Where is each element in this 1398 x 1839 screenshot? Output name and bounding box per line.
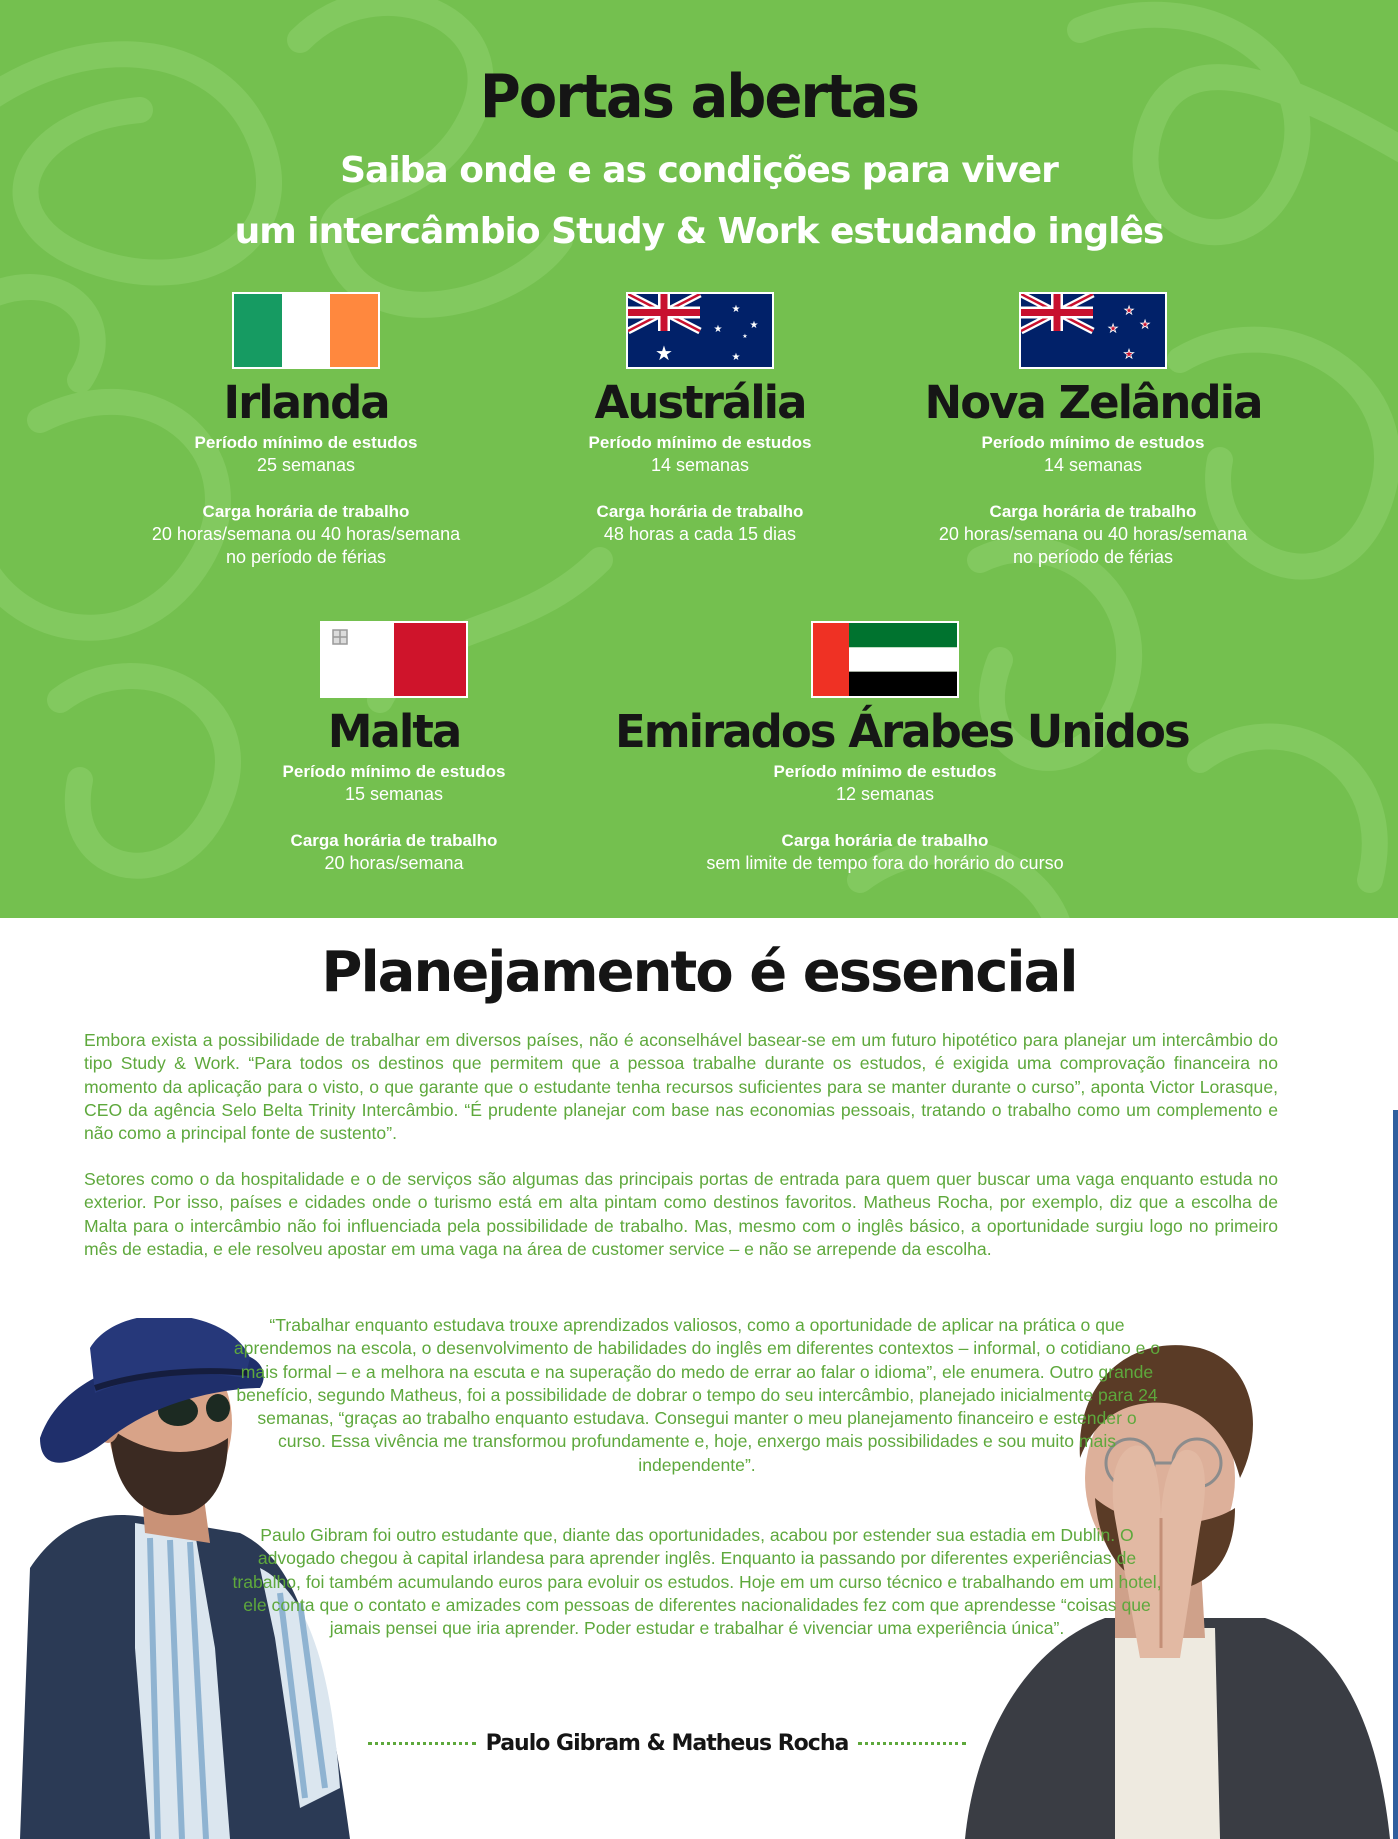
uae-flag-icon	[811, 621, 959, 698]
work-hours-value: 20 horas/semana ou 40 horas/semana	[938, 524, 1248, 544]
country-name: Emirados Árabes Unidos	[615, 705, 1189, 758]
svg-text:★: ★	[731, 304, 741, 315]
ireland-flag-icon	[232, 292, 380, 369]
dotted-divider-right	[858, 1742, 966, 1745]
subtitle-line-2: um intercâmbio Study & Work estudando inglês	[234, 211, 1164, 252]
work-hours-label: Carga horária de trabalho	[202, 502, 410, 521]
subtitle-line-1: Saiba onde e as condições para viver	[340, 150, 1058, 191]
new-zealand-flag-icon	[1019, 292, 1167, 369]
country-name: Irlanda	[223, 376, 389, 429]
country-card-malta	[222, 621, 566, 875]
country-card-australia	[504, 292, 896, 546]
signature-names: Paulo Gibram & Matheus Rocha	[485, 1731, 849, 1756]
min-study-value: 25 semanas	[256, 455, 356, 475]
svg-text:★: ★	[1123, 347, 1135, 361]
work-hours-value-2: no período de férias	[1012, 547, 1174, 567]
destinations-section	[0, 0, 1398, 918]
country-card-new-zealand	[888, 292, 1298, 569]
australia-flag-icon	[626, 292, 774, 369]
work-hours-label: Carga horária de trabalho	[989, 502, 1197, 521]
dotted-divider-left	[368, 1742, 476, 1745]
min-study-label: Período mínimo de estudos	[588, 433, 812, 452]
min-study-label: Período mínimo de estudos	[194, 433, 418, 452]
work-hours-value: 20 horas/semana ou 40 horas/semana	[151, 524, 461, 544]
work-hours-value: 48 horas a cada 15 dias	[603, 524, 797, 544]
min-study-value: 14 semanas	[650, 455, 750, 475]
min-study-value: 12 semanas	[835, 784, 935, 804]
country-card-uae	[615, 621, 1189, 875]
work-hours-value-2: no período de férias	[225, 547, 387, 567]
svg-text:★: ★	[731, 352, 741, 363]
svg-text:★: ★	[1124, 304, 1134, 317]
min-study-label: Período mínimo de estudos	[981, 433, 1205, 452]
country-name: Malta	[327, 705, 461, 758]
malta-flag-icon	[320, 621, 468, 698]
svg-text:★: ★	[1140, 318, 1150, 331]
section-title: Planejamento é essencial	[321, 940, 1077, 1005]
work-hours-label: Carga horária de trabalho	[290, 831, 498, 850]
country-card-ireland	[110, 292, 502, 569]
svg-text:★: ★	[713, 324, 723, 335]
min-study-value: 15 semanas	[344, 784, 444, 804]
article-paragraph-2: Setores como o da hospitalidade e o de serviços são algumas das principais portas de entrada para quem quer buscar uma vaga enquanto estuda no exterior. Por isso, países e cidades onde o turismo está em alta pintam como destinos favoritos. Matheus Rocha, por exemplo, diz que a escolha de Malta para o intercâmbio não foi influenciada pela possibilidade de trabalho. Mas, mesmo com o inglês básico, a oportunidade surgiu logo no primeiro mês de estadia, e ele resolveu apostar em uma vaga na área de customer service – e não se arrepende da escolha.	[84, 1169, 1278, 1259]
work-hours-label: Carga horária de trabalho	[781, 831, 989, 850]
article-paragraph-1: Embora exista a possibilidade de trabalhar em diversos países, não é aconselhável basear-se em um futuro hipotético para planejar um intercâmbio do tipo Study & Work. “Para todos os destinos que permitem que a pessoa trabalhe durante os estudos, é exigida uma comprovação financeira no momento da aplicação para o visto, o que garante que o estudante tenha recursos suficientes para se manter durante o curso”, aponta Victor Lorasque, CEO da agência Selo Belta Trinity Intercâmbio. “É prudente planejar com base nas economias pessoais, tratando o trabalho como um complemento e não como a principal fonte de sustento”.	[84, 1030, 1278, 1144]
svg-text:★: ★	[655, 341, 673, 365]
signature-line	[368, 1731, 966, 1756]
country-name: Austrália	[594, 376, 806, 429]
work-hours-value: sem limite de tempo fora do horário do curso	[706, 853, 1064, 873]
svg-text:★: ★	[749, 320, 759, 331]
page-title: Portas abertas	[479, 62, 919, 132]
svg-text:★: ★	[742, 333, 748, 340]
min-study-label: Período mínimo de estudos	[282, 762, 506, 781]
country-name: Nova Zelândia	[924, 376, 1262, 429]
svg-text:★: ★	[1108, 322, 1118, 335]
quote-paulo: Paulo Gibram foi outro estudante que, diante das oportunidades, acabou por estender sua estadia em Dublin. O advogado chegou à capital irlandesa para aprender inglês. Enquanto ia passando por diferentes experiências de trabalho, foi também acumulando euros para evoluir os estudos. Hoje em um curso técnico e trabalhando em um hotel, ele conta que o contato e amizades com pessoas de diferentes nacionalidades fez com que aprendesse “coisas que jamais pensei que iria aprender. Poder estudar e trabalhar é vivenciar uma experiência única”.	[232, 1525, 1162, 1639]
min-study-label: Período mínimo de estudos	[773, 762, 997, 781]
min-study-value: 14 semanas	[1043, 455, 1143, 475]
work-hours-value: 20 horas/semana	[324, 853, 464, 873]
work-hours-label: Carga horária de trabalho	[596, 502, 804, 521]
quote-matheus: “Trabalhar enquanto estudava trouxe aprendizados valiosos, como a oportunidade de aplicar na prática o que aprendemos na escola, o desenvolvimento de habilidades do inglês em diferentes contextos – informal, o cotidiano e o mais formal – e a melhora na escuta e na superação do medo de errar ao falar o idioma”, ele enumera. Outro grande benefício, segundo Matheus, foi a possibilidade de dobrar o tempo do seu intercâmbio, planejado inicialmente para 24 semanas, “graças ao trabalho enquanto estudava. Consegui manter o meu planejamento financeiro e estender o curso. Essa vivência me transformou profundamente e, hoje, enxergo mais possibilidades e sou muito mais independente”.	[233, 1315, 1161, 1475]
page-subtitle	[0, 140, 1398, 262]
